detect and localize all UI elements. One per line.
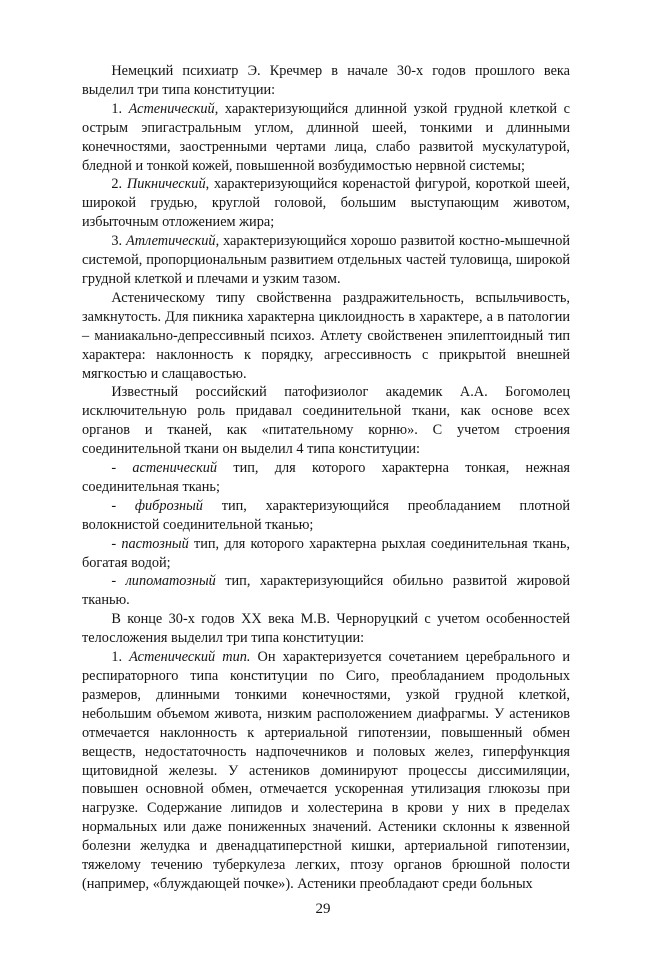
paragraph xyxy=(82,175,570,232)
paragraph xyxy=(82,459,570,497)
paragraph xyxy=(82,648,570,894)
text-run: тип, характеризующийся преобладанием плотной волокнистой соединительной тканью; xyxy=(82,497,570,533)
text-run: - xyxy=(111,497,135,514)
text-run: , характеризующийся длинной узкой грудной клеткой с острым эпигастральным углом, длинной шеей, тонкими и длинными конечностями, заостренными чертами лица, слабо развитой мускулатурой, бледной и тонкой кожей, повышенной возбудимостью нервной системы; xyxy=(82,100,570,174)
italic-term: фиброзный xyxy=(134,497,203,514)
text-run: 1. xyxy=(111,649,130,666)
italic-term: Астенический тип. xyxy=(129,649,251,666)
text-run: В конце 30-х годов XX века М.В. Черноруцкий с учетом особенностей телосложения выделил три типа конституции: xyxy=(82,611,570,647)
paragraph xyxy=(82,610,570,648)
italic-term: Атлетический xyxy=(125,233,216,250)
text-run: Он характеризуется сочетанием церебрального и респираторного типа конституции по Сиго, преобладанием продольных размеров, длинными тонкими конечностями, узкой грудной клеткой, небольшим объемом живота, низким расположением диафрагмы. У астеников отмечается наклонность к артериальной гипотензии, повышенный обмен веществ, недостаточность надпочечников и половых желез, гиперфункция щитовидной железы. У астеников доминируют процессы диссимиляции, повышен основной обмен, отмечается ускоренная утилизация глюкозы при нагрузке. Содержание липидов и холестерина в крови у них в пределах нормальных или даже пониженных значений. Астеники склонны к язвенной болезни желудка и двенадцатиперстной кишки, артериальной гипотензии, тяжелому течению туберкулеза легких, птозу органов брюшной полости (например, «блуждающей почке»). Астеники преобладают среди больных xyxy=(82,649,570,892)
paragraph xyxy=(82,535,570,573)
text-run: 2. xyxy=(111,176,127,193)
text-run: тип, характеризующийся обильно развитой жировой тканью. xyxy=(82,573,570,609)
paragraph xyxy=(82,383,570,459)
text-run: - xyxy=(111,573,126,590)
text-run: - xyxy=(111,460,133,477)
text-run: 1. xyxy=(111,100,129,117)
italic-term: Пикнический xyxy=(126,176,206,193)
paragraph xyxy=(82,289,570,384)
italic-term: пастозный xyxy=(121,535,189,552)
page-number: 29 xyxy=(315,901,331,917)
paragraph xyxy=(82,497,570,535)
paragraph xyxy=(82,100,570,176)
body-text xyxy=(82,62,570,894)
text-run: - xyxy=(111,535,122,552)
text-run: 3. xyxy=(111,233,126,250)
italic-term: липоматозный xyxy=(125,573,216,590)
text-run: Известный российский патофизиолог академик А.А. Богомолец исключительную роль придавал соединительной ткани, как основе всех органов и тканей, как «питательному корню». С учетом строения соединительной ткани он выделил 4 типа конституции: xyxy=(82,384,570,458)
paragraph xyxy=(82,572,570,610)
text-run: Астеническому типу свойственна раздражительность, вспыльчивость, замкнутость. Для пикника характерна циклоидность в характере, а в патологии – маниакально-депрессивный психоз. Атлету свойственен эпилептоидный тип характера: наклонность к порядку, агрессивность с прикрытой внешней мягкостью и слащавостью. xyxy=(82,289,570,382)
text-run: тип, для которого характерна тонкая, нежная соединительная ткань; xyxy=(82,460,570,495)
text-run: Немецкий психиатр Э. Кречмер в начале 30-х годов прошлого века выделил три типа конституции: xyxy=(82,63,570,98)
italic-term: Астенический xyxy=(128,100,215,117)
paragraph xyxy=(82,62,570,100)
italic-term: астенический xyxy=(132,460,218,477)
text-run: тип, для которого характерна рыхлая соединительная ткань, богатая водой; xyxy=(82,535,570,571)
text-run: , характеризующийся хорошо развитой костно-мышечной системой, пропорциональным развитием отдельных частей туловища, широкой грудной клеткой и плечами и узким тазом. xyxy=(82,233,570,287)
paragraph xyxy=(82,232,570,289)
text-run: , характеризующийся коренастой фигурой, короткой шеей, широкой грудью, круглой головой, большим выступающим животом, избыточным отложением жира; xyxy=(82,176,570,231)
